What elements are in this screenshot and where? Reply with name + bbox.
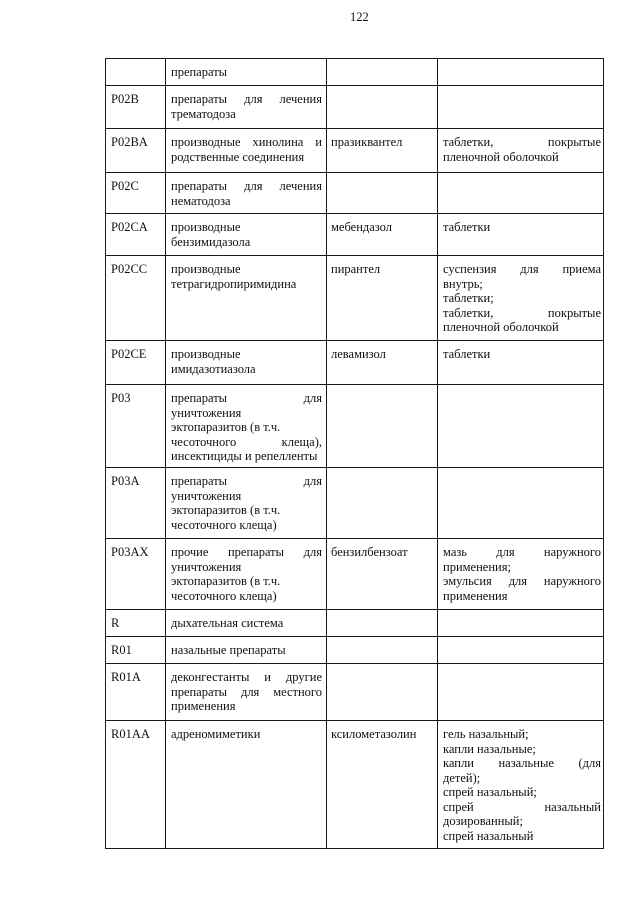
- cell-text-line: препараты для лечения: [171, 179, 322, 193]
- cell-text-line: мебендазол: [331, 220, 392, 234]
- cell-text-line: R01: [111, 643, 132, 657]
- cell-text-line: инсектициды и репелленты: [171, 449, 318, 463]
- cell-group-name: [166, 59, 327, 86]
- cell-group-name: [166, 214, 327, 256]
- cell-text-line: эктопаразитов (в т.ч.: [171, 574, 281, 588]
- table-row: [106, 610, 604, 637]
- table-row: [106, 341, 604, 385]
- cell-group-name: [166, 637, 327, 664]
- cell-drug-name: [327, 173, 438, 214]
- cell-drug-name: [327, 129, 438, 173]
- cell-code: [106, 610, 166, 637]
- cell-drug-name: [327, 610, 438, 637]
- cell-text-line: эктопаразитов (в т.ч.: [171, 503, 281, 517]
- cell-dosage-form: [438, 256, 604, 341]
- cell-text-line: препараты для лечения: [171, 92, 322, 106]
- cell-dosage-form: [438, 637, 604, 664]
- table-row: [106, 637, 604, 664]
- cell-text-line: родственные соединения: [171, 149, 305, 164]
- cell-text-line: дыхательная система: [171, 616, 284, 630]
- cell-drug-name: [327, 637, 438, 664]
- cell-drug-name: [327, 664, 438, 721]
- cell-text-line: чесоточного клеща): [171, 517, 277, 532]
- cell-text-line: препараты для: [171, 391, 322, 405]
- cell-text-line: прочие препараты для: [171, 545, 322, 559]
- cell-dosage-form: [438, 214, 604, 256]
- cell-text-line: капли назальные;: [443, 741, 536, 756]
- cell-text-line: бензимидазола: [171, 234, 251, 249]
- cell-code: [106, 385, 166, 468]
- cell-text-line: гель назальный;: [443, 727, 529, 741]
- cell-group-name: [166, 256, 327, 341]
- cell-text-line: ксилометазолин: [331, 727, 417, 741]
- cell-text-line: капли назальные (для: [443, 756, 601, 770]
- cell-text-line: спрей назальный: [443, 799, 601, 814]
- cell-text-line: таблетки: [443, 347, 491, 361]
- cell-text-line: P02CA: [111, 220, 148, 234]
- cell-text-line: трематодоза: [171, 106, 236, 121]
- cell-text-line: P02C: [111, 179, 139, 193]
- cell-text-line: тетрагидропиримидина: [171, 276, 297, 291]
- cell-text-line: пленочной оболочкой: [443, 320, 559, 334]
- table-row: [106, 664, 604, 721]
- cell-group-name: [166, 173, 327, 214]
- cell-group-name: [166, 721, 327, 849]
- cell-code: [106, 664, 166, 721]
- cell-text-line: применения;: [443, 559, 511, 574]
- table-body: [106, 59, 604, 849]
- table-row: [106, 539, 604, 610]
- page-number: 122: [350, 10, 369, 24]
- table-row: [106, 385, 604, 468]
- cell-code: [106, 173, 166, 214]
- cell-drug-name: [327, 341, 438, 385]
- cell-text-line: препараты для: [171, 474, 322, 488]
- medication-table: [105, 58, 604, 849]
- cell-group-name: [166, 385, 327, 468]
- cell-text-line: P02B: [111, 92, 139, 106]
- cell-text-line: празиквантел: [331, 135, 403, 149]
- cell-text-line: применения: [443, 588, 508, 603]
- cell-text-line: деконгестанты и другие: [171, 670, 322, 684]
- cell-text-line: препараты: [171, 65, 228, 79]
- cell-drug-name: [327, 385, 438, 468]
- cell-text-line: нематодоза: [171, 193, 231, 208]
- cell-drug-name: [327, 59, 438, 86]
- cell-text-line: левамизол: [331, 347, 386, 361]
- cell-text-line: уничтожения: [171, 405, 242, 420]
- cell-drug-name: [327, 721, 438, 849]
- cell-dosage-form: [438, 610, 604, 637]
- cell-text-line: уничтожения: [171, 559, 242, 574]
- cell-code: [106, 341, 166, 385]
- cell-group-name: [166, 341, 327, 385]
- cell-code: [106, 59, 166, 86]
- table-row: [106, 256, 604, 341]
- cell-text-line: эмульсия для наружного: [443, 574, 601, 588]
- cell-dosage-form: [438, 59, 604, 86]
- cell-text-line: P02CE: [111, 347, 147, 361]
- cell-dosage-form: [438, 721, 604, 849]
- cell-dosage-form: [438, 173, 604, 214]
- cell-text-line: бензилбензоат: [331, 545, 408, 559]
- cell-code: [106, 86, 166, 129]
- cell-text-line: производные хинолина и: [171, 135, 322, 149]
- cell-group-name: [166, 468, 327, 539]
- cell-group-name: [166, 129, 327, 173]
- cell-text-line: P03A: [111, 474, 140, 488]
- cell-text-line: детей);: [443, 770, 481, 785]
- cell-dosage-form: [438, 385, 604, 468]
- cell-text-line: таблетки: [443, 220, 491, 234]
- cell-text-line: адреномиметики: [171, 727, 261, 741]
- cell-code: [106, 468, 166, 539]
- table-row: [106, 721, 604, 849]
- cell-drug-name: [327, 468, 438, 539]
- cell-text-line: препараты для местного: [171, 684, 322, 699]
- cell-text-line: пленочной оболочкой: [443, 149, 559, 164]
- cell-dosage-form: [438, 129, 604, 173]
- cell-text-line: R01A: [111, 670, 141, 684]
- cell-text-line: чесоточного клеща): [171, 588, 277, 603]
- cell-drug-name: [327, 214, 438, 256]
- cell-group-name: [166, 610, 327, 637]
- cell-text-line: R: [111, 616, 120, 630]
- cell-text-line: таблетки;: [443, 291, 494, 305]
- cell-text-line: назальные препараты: [171, 643, 286, 657]
- cell-text-line: применения: [171, 699, 236, 713]
- cell-dosage-form: [438, 539, 604, 610]
- cell-text-line: внутрь;: [443, 276, 483, 291]
- cell-group-name: [166, 539, 327, 610]
- cell-text-line: дозированный;: [443, 814, 523, 828]
- cell-text-line: спрей назальный;: [443, 785, 537, 799]
- cell-text-line: P03AX: [111, 545, 149, 559]
- cell-text-line: производные: [171, 347, 241, 361]
- cell-dosage-form: [438, 664, 604, 721]
- cell-text-line: чесоточного клеща),: [171, 434, 322, 449]
- table-row: [106, 86, 604, 129]
- cell-code: [106, 721, 166, 849]
- cell-text-line: R01AA: [111, 727, 150, 741]
- cell-text-line: производные: [171, 220, 241, 234]
- cell-drug-name: [327, 86, 438, 129]
- table-row: [106, 214, 604, 256]
- cell-text-line: спрей назальный: [443, 828, 534, 843]
- table-row: [106, 173, 604, 214]
- cell-dosage-form: [438, 341, 604, 385]
- cell-code: [106, 539, 166, 610]
- cell-group-name: [166, 86, 327, 129]
- cell-group-name: [166, 664, 327, 721]
- table-row: [106, 59, 604, 86]
- cell-dosage-form: [438, 86, 604, 129]
- cell-text-line: таблетки, покрытые: [443, 305, 601, 320]
- cell-code: [106, 214, 166, 256]
- cell-text-line: P03: [111, 391, 131, 405]
- cell-text-line: уничтожения: [171, 488, 242, 503]
- cell-text-line: производные: [171, 262, 241, 276]
- cell-text-line: эктопаразитов (в т.ч.: [171, 420, 281, 434]
- cell-code: [106, 129, 166, 173]
- cell-text-line: P02CC: [111, 262, 148, 276]
- cell-code: [106, 637, 166, 664]
- cell-drug-name: [327, 256, 438, 341]
- cell-code: [106, 256, 166, 341]
- cell-text-line: таблетки, покрытые: [443, 135, 601, 149]
- cell-text-line: имидазотиазола: [171, 361, 256, 376]
- cell-drug-name: [327, 539, 438, 610]
- cell-dosage-form: [438, 468, 604, 539]
- cell-text-line: суспензия для приема: [443, 262, 601, 276]
- cell-text-line: P02BA: [111, 135, 148, 149]
- table-row: [106, 129, 604, 173]
- cell-text-line: мазь для наружного: [443, 545, 601, 559]
- cell-text-line: пирантел: [331, 262, 381, 276]
- table-row: [106, 468, 604, 539]
